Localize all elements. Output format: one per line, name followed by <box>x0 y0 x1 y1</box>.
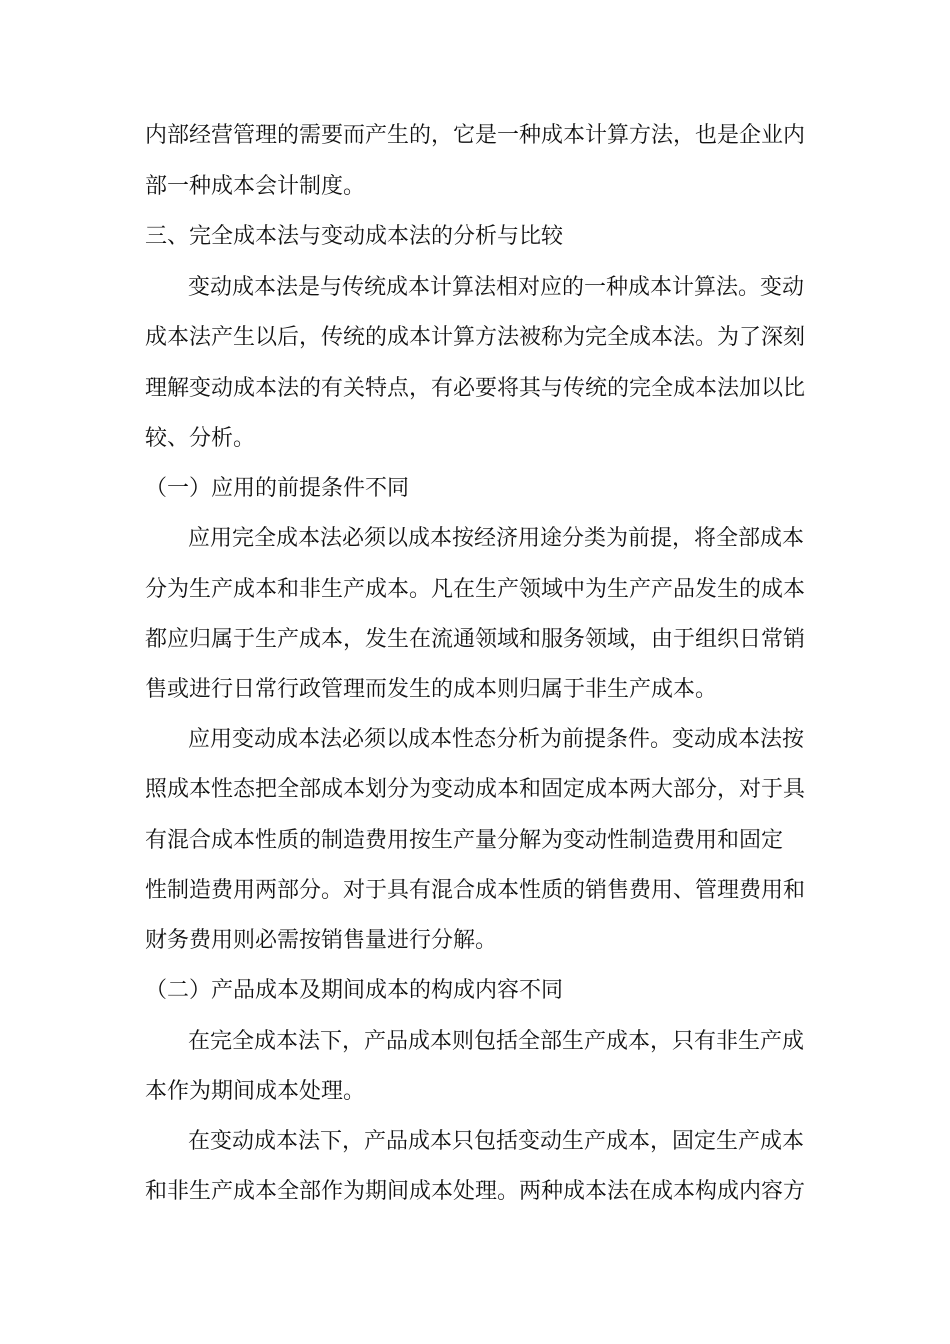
body-text-line: 内部经营管理的需要而产生的，它是一种成本计算方法，也是企业内 <box>145 123 806 148</box>
body-text-line: 变动成本法是与传统成本计算法相对应的一种成本计算法。变动 <box>188 275 805 300</box>
section-heading: 三、完全成本法与变动成本法的分析与比较 <box>145 224 564 249</box>
body-text-line: 较、分析。 <box>145 426 256 451</box>
body-text-line: 应用完全成本法必须以成本按经济用途分类为前提，将全部成本 <box>188 526 805 551</box>
body-text-line: 和非生产成本全部作为期间成本处理。两种成本法在成本构成内容方 <box>145 1179 806 1204</box>
body-text-line: 本作为期间成本处理。 <box>145 1079 366 1104</box>
body-text-line: 财务费用则必需按销售量进行分解。 <box>145 928 498 953</box>
body-text-line: 分为生产成本和非生产成本。凡在生产领域中为生产产品发生的成本 <box>145 577 806 602</box>
body-text-line: 成本法产生以后，传统的成本计算方法被称为完全成本法。为了深刻 <box>145 325 806 350</box>
body-text-line: 有混合成本性质的制造费用按生产量分解为变动性制造费用和固定 <box>145 828 784 853</box>
subsection-heading: （一）应用的前提条件不同 <box>145 476 410 501</box>
subsection-heading: （二）产品成本及期间成本的构成内容不同 <box>145 978 564 1003</box>
body-text-line: 照成本性态把全部成本划分为变动成本和固定成本两大部分，对于具 <box>145 777 806 802</box>
body-text-line: 理解变动成本法的有关特点，有必要将其与传统的完全成本法加以比 <box>145 376 806 401</box>
body-text-line: 都应归属于生产成本，发生在流通领域和服务领域，由于组织日常销 <box>145 627 806 652</box>
body-text-line: 应用变动成本法必须以成本性态分析为前提条件。变动成本法按 <box>188 727 805 752</box>
body-text-line: 在完全成本法下，产品成本则包括全部生产成本，只有非生产成 <box>188 1029 805 1054</box>
body-text-line: 售或进行日常行政管理而发生的成本则归属于非生产成本。 <box>145 677 718 702</box>
body-text-line: 性制造费用两部分。对于具有混合成本性质的销售费用、管理费用和 <box>145 878 806 903</box>
body-text-line: 部一种成本会计制度。 <box>145 174 366 199</box>
body-text-line: 在变动成本法下，产品成本只包括变动生产成本，固定生产成本 <box>188 1129 805 1154</box>
